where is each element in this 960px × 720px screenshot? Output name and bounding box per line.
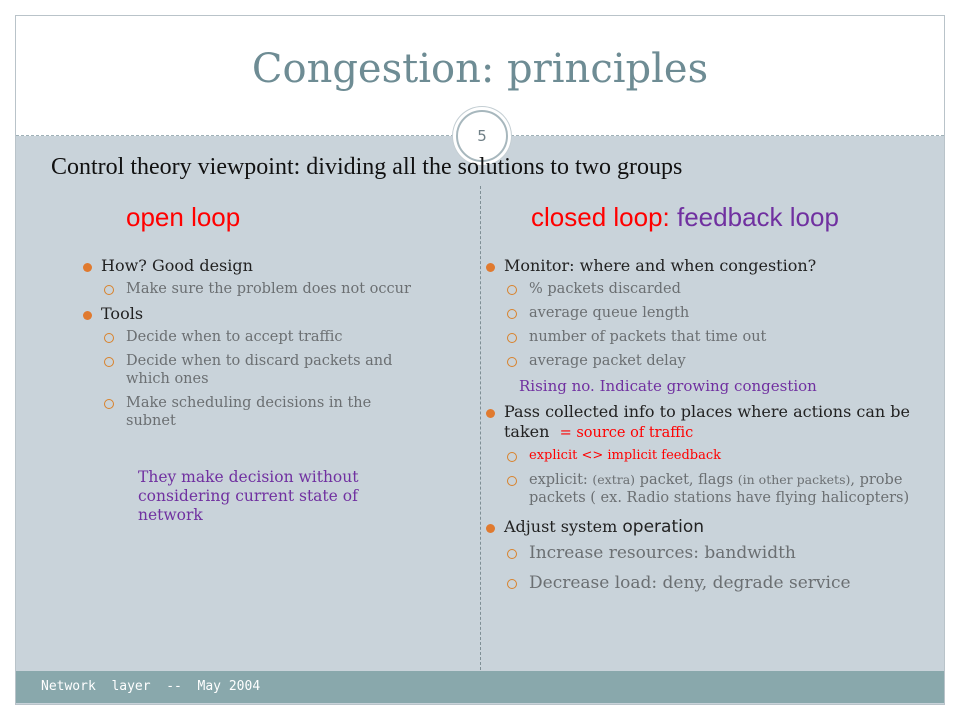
open-loop-heading: open loop: [126, 202, 241, 232]
bullet-monitor: Monitor: where and when congestion?: [484, 256, 944, 276]
closed-loop-heading: [531, 202, 839, 233]
explicit-c: packet, flags: [635, 472, 738, 488]
closed-loop-label: closed loop:: [531, 202, 670, 232]
page-number: 5: [477, 127, 487, 145]
sub-bullet-increase: Increase resources: bandwidth: [484, 541, 944, 565]
bullet-how: How? Good design: [81, 256, 421, 276]
right-column: [484, 256, 944, 601]
explicit-e: , probe packets ( ex. Radio stations have flying halicopters): [529, 472, 910, 506]
explicit-a: explicit:: [529, 472, 593, 488]
left-column: [81, 256, 421, 525]
bullet-tools: Tools: [81, 304, 421, 324]
sub-bullet-feedback: explicit <> implicit feedback: [484, 447, 944, 465]
slide-title: Congestion: principles: [251, 46, 709, 92]
feedback-loop-label: feedback loop: [677, 202, 839, 232]
sub-bullet: % packets discarded: [484, 280, 944, 298]
rising-note: Rising no. Indicate growing congestion: [519, 377, 817, 395]
sub-bullet: Make sure the problem does not occur: [81, 280, 421, 298]
footer-bar: [16, 671, 944, 703]
sub-bullet: number of packets that time out: [484, 328, 944, 346]
column-divider: [480, 186, 481, 670]
adjust-text-b: operation: [622, 517, 705, 537]
explicit-d: (in other packets): [737, 472, 851, 487]
bullet-pass: [484, 402, 944, 443]
sub-bullet-decrease: Decrease load: deny, degrade service: [484, 571, 944, 595]
pass-text: Pass collected info to places where actions can be taken: [504, 402, 910, 441]
bullet-adjust: [484, 517, 944, 537]
slide: [15, 15, 945, 705]
sub-bullet: Decide when to accept traffic: [81, 328, 421, 346]
sub-bullet: average queue length: [484, 304, 944, 322]
sub-bullet: Decide when to discard packets and which ones: [81, 352, 421, 388]
sub-bullet-explicit: [484, 471, 944, 507]
intro-text: Control theory viewpoint: dividing all the solutions to two groups: [51, 154, 683, 180]
open-loop-note: They make decision without considering current state of network: [138, 468, 359, 524]
footer-text: Network layer -- May 2004: [41, 679, 261, 694]
pass-suffix: = source of traffic: [559, 425, 694, 441]
sub-bullet: Make scheduling decisions in the subnet: [81, 394, 421, 430]
sub-bullet: average packet delay: [484, 352, 944, 370]
explicit-b: (extra): [592, 472, 636, 487]
adjust-text-a: Adjust system: [504, 517, 623, 536]
